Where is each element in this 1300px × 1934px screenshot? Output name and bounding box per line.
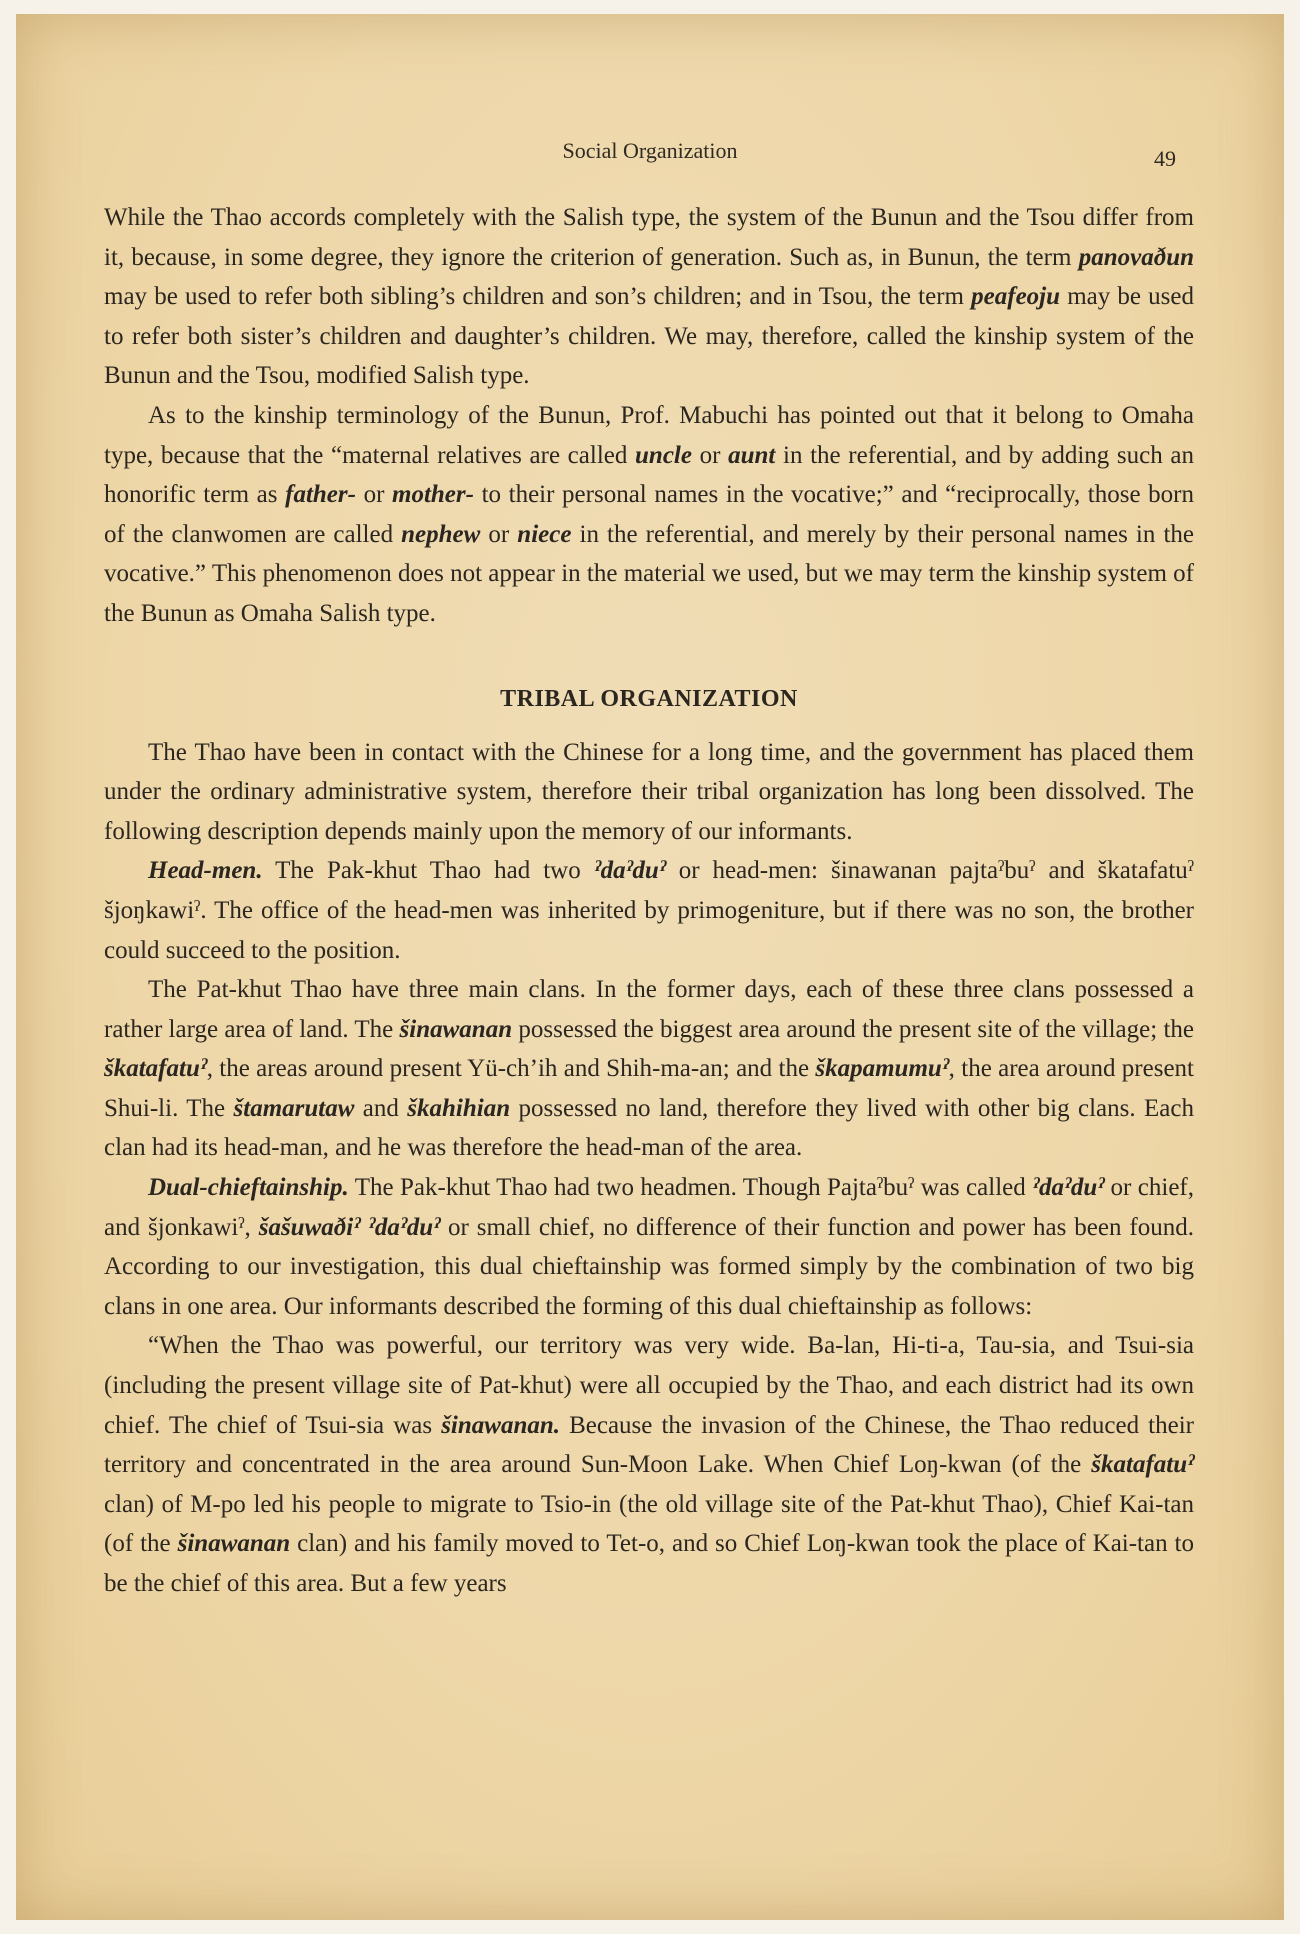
text-run: in the referential, and by adding such an honorific term as	[104, 441, 1195, 509]
text-run: or	[355, 481, 393, 509]
section-heading: TRIBAL ORGANIZATION	[500, 685, 798, 712]
text-run: or chief, and šjonkawiˀ,	[104, 1174, 1195, 1241]
text-run: may be used to refer both sibling’s children and son’s children; and in Tsou, the term	[104, 283, 972, 311]
text-run: to their personal names in the vocative;” and “reciprocally, those born of the clanwomen are called	[104, 481, 1195, 548]
italic-term: father-	[285, 481, 356, 509]
book-page	[16, 14, 1284, 1920]
text-run: The Pak-khut Thao had two	[262, 857, 594, 885]
paragraph	[104, 198, 1194, 396]
italic-term: peafeoju	[971, 283, 1061, 311]
italic-term: aunt	[728, 441, 776, 469]
text-run: The Thao have been in contact with the Chinese for a long time, and the government has placed them under the ordinary administrative system, therefore their tribal organization has long been dissolved. The following description depends mainly upon the memory of our informants.	[104, 738, 1194, 845]
italic-term: Dual-chieftainship.	[148, 1174, 349, 1202]
page-number: 49	[1154, 146, 1176, 171]
italic-term: šinawanan.	[441, 1411, 560, 1439]
text-run: or head-men: šinawanan pajtaˀbuˀ and škatafatuˀ šjoŋkawiˀ. The office of the head-men was inherited by primogeniture, but if there was no son, the brother could succeed to the position.	[104, 857, 1194, 964]
italic-term: škahihian	[407, 1094, 511, 1122]
text-run: possessed no land, therefore they lived with other big clans. Each clan had its head-man, and he was therefore the head-man of the area.	[104, 1094, 1194, 1162]
italic-term: škapamumuˀ	[815, 1055, 949, 1083]
text-run: As to the kinship terminology of the Bunun, Prof. Mabuchi has pointed out that it belong to Omaha type, because that the “maternal relatives are called	[104, 401, 1194, 469]
italic-term: škatafatuˀ	[104, 1055, 207, 1083]
paragraph	[104, 851, 1194, 970]
italic-term: ˀdaˀduˀ	[1032, 1174, 1105, 1202]
kinship-section	[104, 198, 1194, 634]
running-title: Social Organization	[562, 138, 738, 163]
text-run: or	[691, 441, 729, 469]
paragraph	[104, 396, 1194, 634]
italic-term: mother-	[392, 481, 474, 509]
paragraph	[104, 970, 1194, 1168]
italic-term: uncle	[635, 441, 692, 469]
paragraph	[104, 1168, 1194, 1326]
text-run: “When the Thao was powerful, our territory was very wide. Ba-lan, Hi-ti-a, Tau-sia, and Tsui-sia (including the present village site of Pat-khut) were all occupied by the Thao, and each district had its own chief. The chief of Tsui-sia was	[104, 1332, 1194, 1439]
italic-term: ˀdaˀduˀ	[593, 857, 666, 885]
italic-term: niece	[517, 520, 572, 548]
italic-term: Head-men.	[148, 857, 263, 885]
italic-term: štamarutaw	[233, 1094, 355, 1122]
italic-term: šašuwaðiˀ ˀdaˀduˀ	[258, 1213, 440, 1241]
text-run: and	[354, 1094, 408, 1122]
text-run: or small chief, no difference of their function and power has been found. According to our investigation, this dual chieftainship was formed simply by the combination of two big clans in one area. Our informants described the forming of this dual chieftainship as follows:	[104, 1213, 1194, 1320]
text-run: While the Thao accords completely with the Salish type, the system of the Bunun and the Tsou differ from it, because, in some degree, they ignore the criterion of generation. Such as, in Bunun, the term	[104, 204, 1194, 271]
text-run: clan) and his family moved to Tet-o, and so Chief Loŋ-kwan took the place of Kai-tan to be the chief of this area. But a few years	[104, 1530, 1194, 1597]
text-run: clan) of M-po led his people to migrate to Tsio-in (the old village site of the Pat-khut Thao), Chief Kai-tan (of the	[104, 1490, 1194, 1558]
italic-term: škatafatuˀ	[1091, 1451, 1194, 1479]
text-run: possessed the biggest area around the present site of the village; the	[512, 1015, 1194, 1043]
body-text	[104, 198, 1194, 1604]
text-run: Because the invasion of the Chinese, the Thao reduced their territory and concentrated in the area around Sun-Moon Lake. When Chief Loŋ-kwan (of the	[104, 1411, 1194, 1479]
italic-term: šinawanan	[177, 1530, 291, 1558]
text-run: , the area around present Shui-li. The	[104, 1055, 1194, 1122]
text-run: or	[480, 520, 518, 548]
text-run: in the referential, and merely by their personal names in the vocative.” This phenomenon does not appear in the material we used, but we may term the kinship system of the Bunun as Omaha Salish type.	[104, 520, 1194, 627]
italic-term: šinawanan	[399, 1015, 513, 1043]
italic-term: nephew	[401, 520, 481, 548]
text-run: may be used to refer both sister’s children and daughter’s children. We may, therefore, called the kinship system of the Bunun and the Tsou, modified Salish type.	[104, 283, 1194, 390]
text-run: , the areas around present Yü-ch’ih and Shih-ma-an; and the	[206, 1055, 816, 1083]
paragraph	[104, 733, 1194, 852]
tribal-organization-section	[104, 733, 1194, 1604]
italic-term: panovaðun	[1078, 243, 1194, 271]
text-run: The Pak-khut Thao had two headmen. Though Pajtaˀbuˀ was called	[348, 1174, 1033, 1202]
paragraph	[104, 1326, 1194, 1603]
text-run: The Pat-khut Thao have three main clans. In the former days, each of these three clans possessed a rather large area of land. The	[104, 976, 1194, 1043]
